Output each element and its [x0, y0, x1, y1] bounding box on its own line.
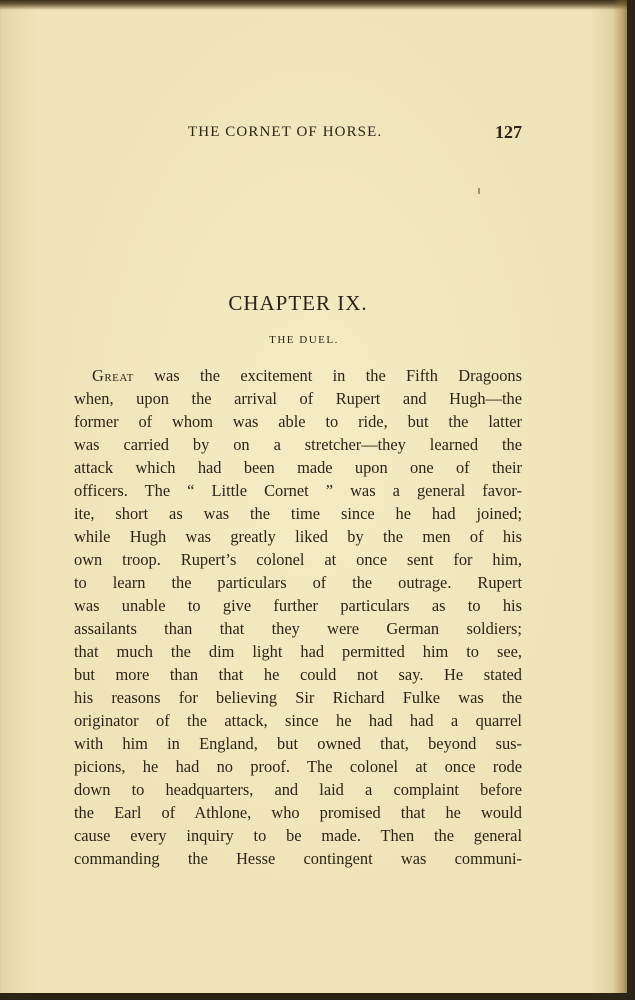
text-line: own troop. Rupert’s colonel at once sent for him,: [74, 550, 522, 569]
running-title: THE CORNET OF HORSE.: [188, 124, 383, 140]
text-line: but more than that he could not say. He stated: [74, 665, 522, 684]
page-header: [74, 124, 522, 146]
text-line: officers. The “ Little Cornet ” was a general favor-: [74, 481, 522, 500]
text-line: attack which had been made upon one of their: [74, 458, 522, 477]
text-line: originator of the attack, since he had had a quarrel: [74, 711, 522, 730]
text-line: was carried by on a stretcher—they learned the: [74, 435, 522, 454]
text-line: commanding the Hesse contingent was communi-: [74, 849, 522, 868]
text-line: the Earl of Athlone, who promised that he would: [74, 803, 522, 822]
text-line: assailants than that they were German soldiers;: [74, 619, 522, 638]
text-line: ite, short as was the time since he had joined;: [74, 504, 522, 523]
text-line: cause every inquiry to be made. Then the general: [74, 826, 522, 845]
chapter-subtitle: THE DUEL.: [269, 334, 339, 346]
chapter-title: CHAPTER IX.: [228, 291, 368, 315]
text-line: to learn the particulars of the outrage. Rupert: [74, 573, 522, 592]
text-line: down to headquarters, and laid a complaint before: [74, 780, 522, 799]
text-line: his reasons for believing Sir Richard Fulke was the: [74, 688, 522, 707]
text-line: was unable to give further particulars as to his: [74, 596, 522, 615]
chapter-body: [74, 364, 522, 870]
text-line-content: was the excitement in the Fifth Dragoons: [133, 366, 522, 385]
text-line: when, upon the arrival of Rupert and Hugh—the: [74, 389, 522, 408]
text-line: picions, he had no proof. The colonel at once rode: [74, 757, 522, 776]
text-line: while Hugh was greatly liked by the men of his: [74, 527, 522, 546]
ink-speck: [478, 188, 480, 194]
text-line: [74, 364, 522, 387]
opening-word: Great: [92, 366, 134, 385]
page-right-shadow: [613, 0, 627, 993]
text-line: that much the dim light had permitted him to see,: [74, 642, 522, 661]
page-top-shadow: [0, 0, 627, 10]
text-line: with him in England, but owned that, beyond sus-: [74, 734, 522, 753]
text-line: former of whom was able to ride, but the latter: [74, 412, 522, 431]
page-number: 127: [495, 122, 522, 142]
